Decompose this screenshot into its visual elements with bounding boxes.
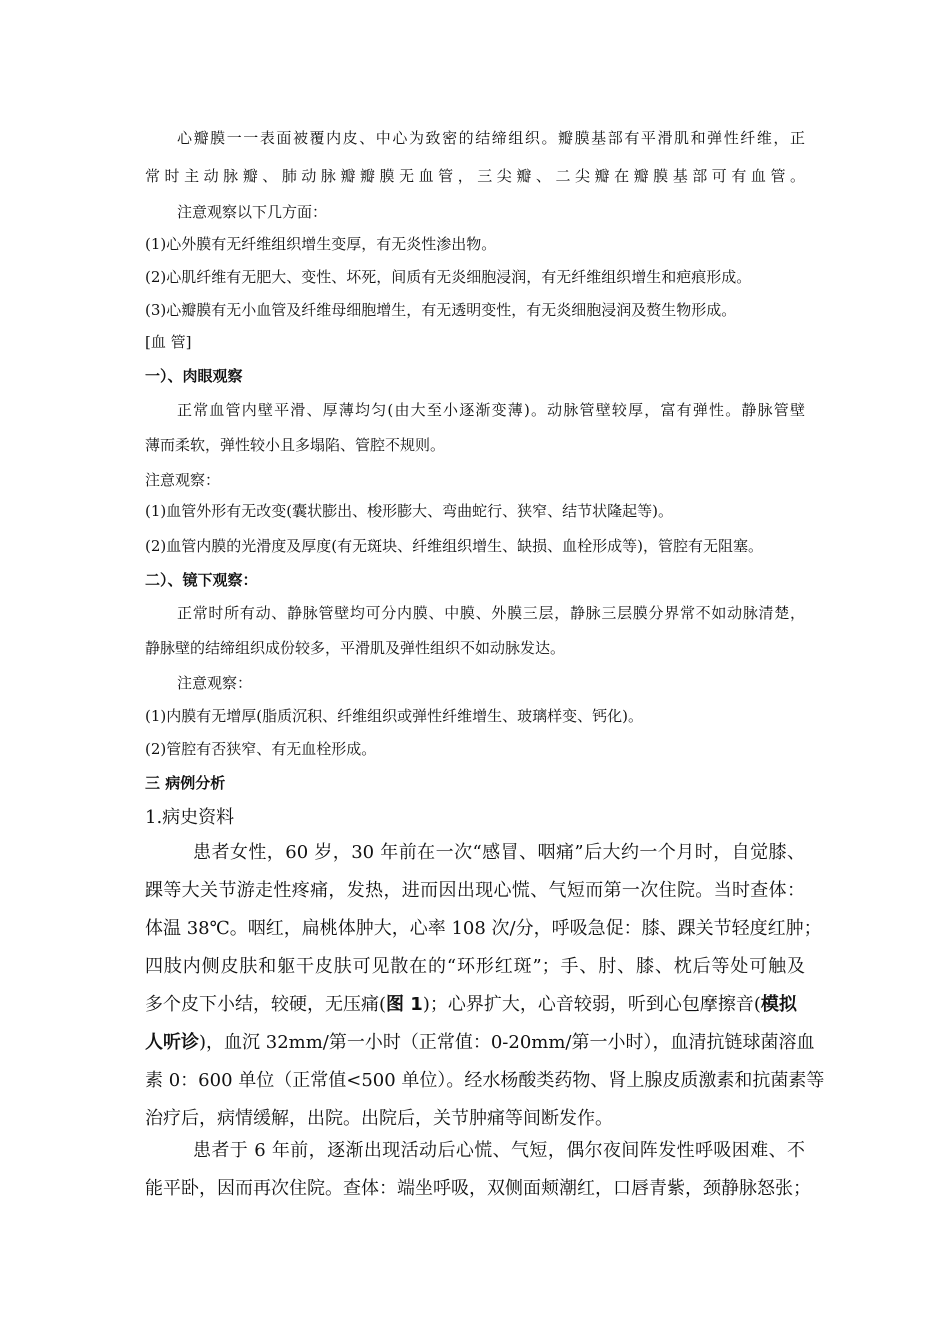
case-subheading: 1.病史资料 xyxy=(145,807,235,828)
case-p1-line-3: 体温 38℃。咽红，扁桃体肿大，心率 108 次/分，呼吸急促：膝、踝关节轻度红肿； xyxy=(145,918,822,939)
case-p1-line-2: 踝等大关节游走性疼痛，发热，进而因出现心慌、气短而第一次住院。当时查体： xyxy=(145,880,805,901)
case-p2-line-1: 患者于 6 年前，逐渐出现活动后心慌、气短，偶尔夜间阵发性呼吸困难、不 xyxy=(193,1140,805,1161)
heart-item-3: (3)心瓣膜有无小血管及纤维母细胞增生，有无透明变性，有无炎细胞浸润及赘生物形成。 xyxy=(145,301,737,319)
micro-item-2: (2)管腔有否狭窄、有无血栓形成。 xyxy=(145,740,377,758)
simulated-auscultation-link-part-1[interactable]: 模拟 xyxy=(760,994,797,1015)
gross-item-2: (2)血管内膜的光滑度及厚度(有无斑块、纤维组织增生、缺损、血栓形成等)，管腔有无阻塞。 xyxy=(145,537,763,555)
gross-item-1: (1)血管外形有无改变(囊状膨出、梭形膨大、弯曲蛇行、狭窄、结节状隆起等)。 xyxy=(145,502,673,520)
case-p1-line-6 xyxy=(145,1028,815,1054)
case-p1-line-6-part-b: )，血沉 32mm/第一小时（正常值：0-20mm/第一小时），血清抗链球菌溶血 xyxy=(199,1032,815,1053)
vessel-heading: [血 管] xyxy=(145,333,192,351)
heart-item-2: (2)心肌纤维有无肥大、变性、坏死，间质有无炎细胞浸润，有无纤维组织增生和疤痕形成。 xyxy=(145,268,752,286)
case-p1-line-8: 治疗后，病情缓解，出院。出院后，关节肿痛等间断发作。 xyxy=(145,1108,613,1129)
gross-note: 注意观察： xyxy=(145,471,221,489)
micro-item-1: (1)内膜有无增厚(脂质沉积、纤维组织或弹性纤维增生、玻璃样变、钙化)。 xyxy=(145,707,643,725)
micro-line-1: 正常时所有动、静脉管壁均可分内膜、中膜、外膜三层，静脉三层膜分界常不如动脉清楚， xyxy=(177,604,805,622)
heart-item-1: (1)心外膜有无纤维组织增生变厚，有无炎性渗出物。 xyxy=(145,235,497,253)
heart-valve-note: 注意观察以下几方面： xyxy=(177,203,328,221)
micro-note: 注意观察： xyxy=(177,674,253,692)
heart-valve-line-2: 常时主动脉瓣、肺动脉瓣瓣膜无血管，三尖瓣、二尖瓣在瓣膜基部可有血管。 xyxy=(145,167,805,185)
gross-heading: 一）、肉眼观察 xyxy=(145,367,243,385)
simulated-auscultation-link-part-2[interactable]: 人听诊 xyxy=(145,1032,199,1053)
gross-line-1: 正常血管内壁平滑、厚薄均匀(由大至小逐渐变薄)。动脉管壁较厚，富有弹性。静脉管壁 xyxy=(177,401,805,419)
case-heading: 三 病例分析 xyxy=(145,774,226,792)
figure-1-link[interactable]: 图 1 xyxy=(386,994,423,1015)
case-p1-line-7: 素 0：600 单位（正常值<500 单位）。经水杨酸类药物、肾上腺皮质激素和抗菌素等 xyxy=(145,1070,825,1091)
gross-line-2: 薄而柔软，弹性较小且多塌陷、管腔不规则。 xyxy=(145,436,446,454)
case-p1-line-5-part-c: )；心界扩大，心音较弱，听到心包摩擦音( xyxy=(422,994,761,1015)
case-p1-line-1: 患者女性，60 岁，30 年前在一次“感冒、咽痛”后大约一个月时，自觉膝、 xyxy=(193,842,805,863)
micro-line-2: 静脉壁的结缔组织成份较多，平滑肌及弹性组织不如动脉发达。 xyxy=(145,639,566,657)
case-p1-line-5-part-a: 多个皮下小结，较硬，无压痛( xyxy=(145,994,387,1015)
case-p1-line-4: 四肢内侧皮肤和躯干皮肤可见散在的“环形红斑”；手、肘、膝、枕后等处可触及 xyxy=(145,956,805,977)
case-p2-line-2: 能平卧，因而再次住院。查体：端坐呼吸，双侧面颊潮红，口唇青紫，颈静脉怒张； xyxy=(145,1178,811,1199)
case-p1-line-5 xyxy=(145,990,797,1016)
heart-valve-line-1: 心瓣膜一一表面被覆内皮、中心为致密的结缔组织。瓣膜基部有平滑肌和弹性纤维，正 xyxy=(177,129,805,147)
micro-heading: 二）、镜下观察： xyxy=(145,571,258,589)
